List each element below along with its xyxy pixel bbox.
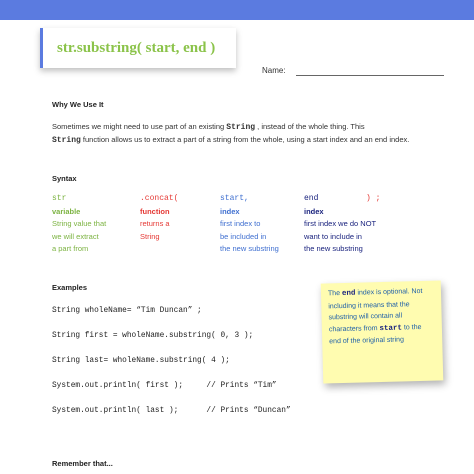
example-line-4: System.out.println( first ); // Prints “Tim” bbox=[52, 382, 277, 390]
note-text-3: to the end of the original string bbox=[329, 323, 422, 346]
syntax-desc-concat-2: String bbox=[140, 231, 160, 241]
why-text-2: , instead of the whole thing. This bbox=[255, 122, 365, 131]
sticky-note bbox=[321, 280, 444, 383]
syntax-desc-str-2: we will extract bbox=[52, 231, 99, 241]
why-text-1: Sometimes we might need to use part of an existing bbox=[52, 122, 227, 131]
syntax-desc-start-3: the new substring bbox=[220, 244, 279, 253]
syntax-desc-start-1: first index to bbox=[220, 219, 261, 228]
name-input-line[interactable] bbox=[296, 75, 444, 76]
why-code-2: String bbox=[52, 136, 81, 145]
example-line-5: System.out.println( last ); // Prints “Duncan” bbox=[52, 407, 291, 415]
syntax-desc-end-2: want to include in bbox=[304, 231, 362, 241]
syntax-code-concat: .concat( bbox=[140, 194, 179, 203]
note-code-end: end bbox=[341, 289, 356, 299]
name-label: Name: bbox=[262, 66, 286, 75]
note-code-start: start bbox=[379, 323, 403, 333]
example-line-2: String first = wholeName.substring( 0, 3 ); bbox=[52, 332, 254, 340]
syntax-code-str: str bbox=[52, 194, 67, 203]
syntax-code-end: end bbox=[304, 194, 319, 203]
title-card bbox=[40, 28, 236, 68]
syntax-col-close bbox=[366, 193, 380, 206]
syntax-type-concat: function bbox=[140, 206, 170, 216]
syntax-desc-start-2: be included in bbox=[220, 231, 267, 241]
header-band bbox=[0, 0, 474, 20]
syntax-code-start: start, bbox=[220, 194, 249, 203]
why-code-1: String bbox=[226, 123, 256, 132]
examples-heading: Examples bbox=[52, 283, 88, 292]
syntax-type-end: index bbox=[304, 206, 324, 216]
remember-heading: Remember that... bbox=[52, 459, 113, 468]
syntax-heading: Syntax bbox=[52, 174, 77, 183]
why-text-3: function allows us to extract a part of a string from the whole, using a start index and an end index. bbox=[80, 135, 410, 144]
why-paragraph bbox=[52, 121, 444, 147]
syntax-type-str: variable bbox=[52, 206, 81, 216]
syntax-desc-end-3: the new substring bbox=[304, 244, 363, 253]
syntax-type-start: index bbox=[220, 206, 240, 216]
syntax-col-start bbox=[220, 193, 279, 256]
syntax-desc-concat-1: returns a bbox=[140, 219, 170, 228]
page-title: str.substring( start, end ) bbox=[57, 39, 216, 56]
syntax-desc-str-1: String value that bbox=[52, 219, 107, 228]
example-line-3: String last= wholeName.substring( 4 ); bbox=[52, 357, 230, 365]
why-heading: Why We Use It bbox=[52, 100, 104, 109]
syntax-col-concat bbox=[140, 193, 178, 243]
syntax-code-close: ) ; bbox=[366, 194, 381, 203]
syntax-col-str bbox=[52, 193, 106, 256]
note-text-2: index is optional. Not including it means that the substring will contain all characters from bbox=[328, 287, 423, 333]
note-text-1: The bbox=[327, 290, 343, 298]
syntax-desc-str-3: a part from bbox=[52, 244, 89, 253]
syntax-desc-end-1: first index we do NOT bbox=[304, 219, 377, 228]
example-line-1: String wholeName= “Tim Duncan” ; bbox=[52, 307, 202, 315]
